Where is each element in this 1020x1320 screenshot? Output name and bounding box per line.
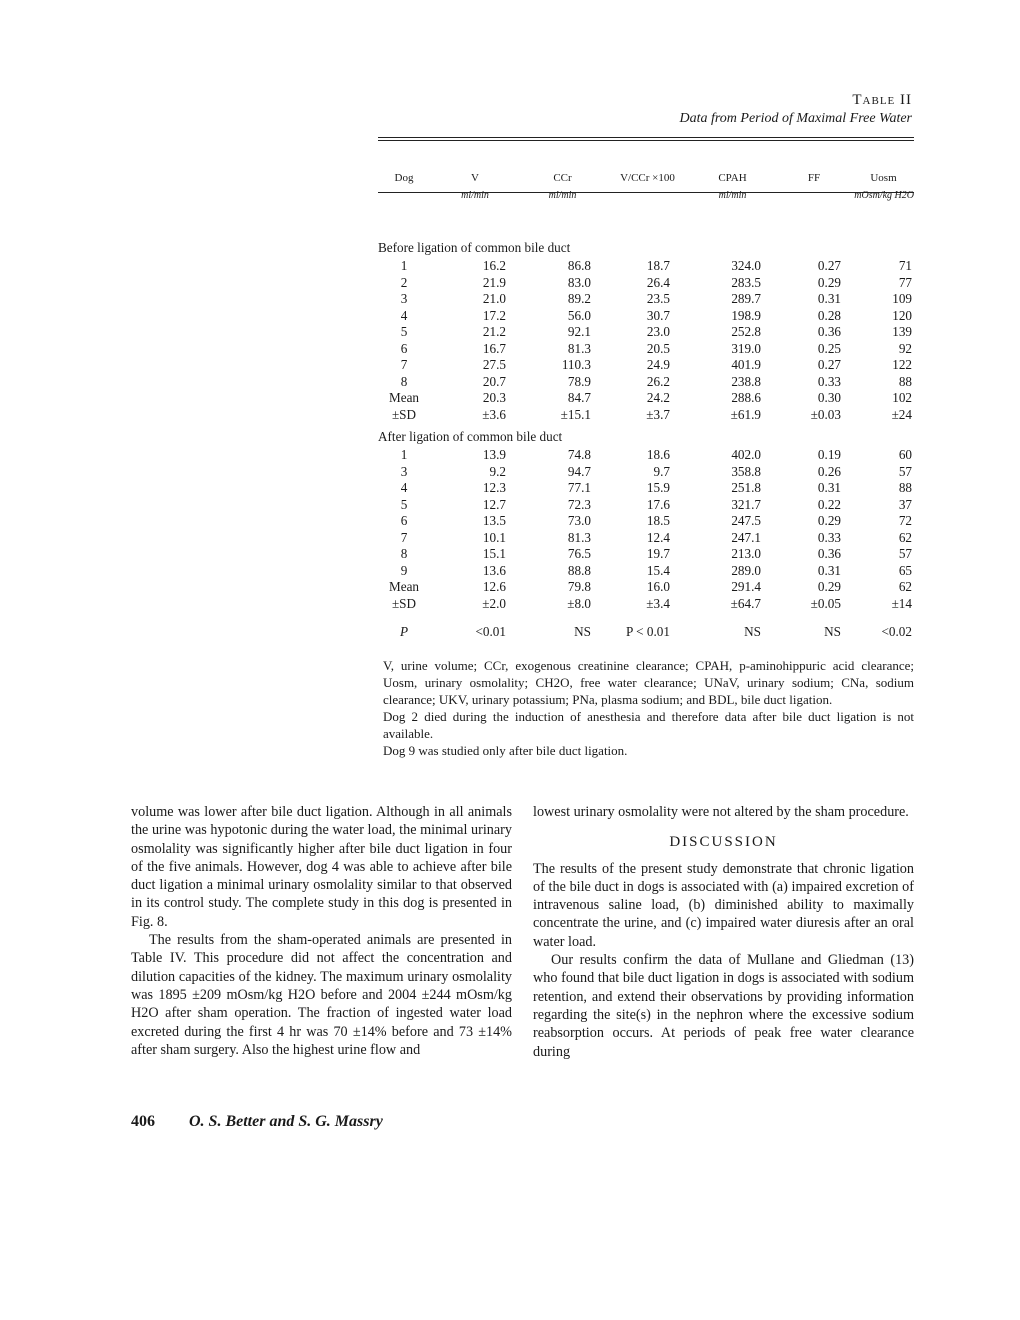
table-cell: 15.9: [646, 480, 670, 495]
table-cell: 6: [400, 513, 408, 528]
table-cell: 12.6: [482, 579, 506, 594]
table-cell: 62: [898, 579, 912, 594]
table-cell: 109: [892, 291, 912, 306]
table-cell: 74.8: [567, 447, 591, 462]
table-cell: ±SD: [391, 595, 417, 611]
table-cell: 0.31: [817, 291, 841, 306]
table-row: [378, 357, 914, 374]
table-cell: 23.0: [646, 324, 670, 339]
table-cell: 5: [400, 496, 408, 512]
running-authors: O. S. Better and S. G. Massry: [189, 1113, 383, 1130]
table-cell: 21.2: [482, 324, 506, 339]
table-row: [378, 407, 914, 424]
table-caption: [679, 92, 912, 127]
table-row: [378, 513, 914, 530]
table-cell: 92.1: [567, 324, 591, 339]
table-cell: 24.2: [646, 390, 670, 405]
table-cell: Dog: [394, 172, 414, 184]
table-cell: 1: [400, 447, 408, 462]
table-cell: 247.1: [731, 529, 761, 545]
table-cell: 0.19: [817, 447, 841, 462]
section-heading: DISCUSSION: [669, 834, 778, 851]
table-cell: 324.0: [731, 258, 761, 273]
table-cell: 71: [898, 258, 912, 273]
table-cell: 5: [400, 324, 408, 339]
discussion-paragraph: The results of the present study demonstrate that chronic ligation of the bile duct in dogs is associated with (a) impaired excretion of intravenous saline load, (b) diminished ability to maximally concentrate the urine, and (c) impaired water diuresis after an oral water load.: [533, 860, 914, 950]
table-cell: P: [399, 624, 409, 639]
table-cell: 402.0: [731, 447, 761, 462]
table-top-rule-2: [378, 140, 914, 141]
table-cell: 79.8: [567, 579, 591, 594]
table-cell: ml/min: [548, 190, 577, 201]
table-cell: 0.27: [817, 357, 841, 372]
table-row: [378, 497, 914, 514]
table-cell: P < 0.01: [626, 624, 670, 639]
right-continuation: lowest urinary osmolality were not altered by the sham procedure.: [533, 804, 909, 820]
p-value-row: [378, 612, 914, 652]
table-cell: [605, 184, 690, 234]
table-cell: 0.36: [817, 324, 841, 339]
table-cell: 0.33: [817, 373, 841, 389]
units-row: [378, 184, 914, 234]
table-cell: 1: [400, 258, 408, 273]
table-cell: 72: [898, 513, 912, 528]
table-cell: 401.9: [731, 357, 761, 372]
table-cell: 23.5: [646, 291, 670, 306]
section-label: After ligation of common bile duct: [378, 428, 563, 444]
table-cell: 291.4: [731, 579, 761, 594]
table-cell: 88.8: [567, 562, 591, 578]
table-cell: Mean: [388, 579, 420, 594]
table-row: [378, 275, 914, 292]
table-cell: 7: [400, 529, 408, 545]
table-cell: ±2.0: [482, 595, 506, 611]
table-row: [378, 341, 914, 358]
table-row: [378, 258, 914, 275]
table-cell: 16.0: [646, 579, 670, 594]
table-cell: 57: [898, 463, 912, 479]
table-cell: <0.02: [881, 624, 912, 639]
table-row: [378, 390, 914, 407]
section-label-row: [378, 423, 914, 447]
table-cell: 8: [400, 546, 408, 561]
table-cell: 18.7: [646, 258, 670, 273]
table-cell: 13.5: [482, 513, 506, 528]
table-cell: ±24: [891, 406, 912, 422]
table-cell: FF: [807, 172, 821, 184]
table-row: [378, 480, 914, 497]
table-cell: 27.5: [482, 357, 506, 372]
table-cell: 9.7: [653, 463, 670, 479]
table-cell: 72.3: [567, 496, 591, 512]
table-number: Table II: [852, 92, 912, 108]
table-cell: 0.30: [817, 390, 841, 405]
data-table: [378, 152, 914, 652]
table-row: [378, 447, 914, 464]
table-cell: 16.7: [482, 340, 506, 356]
table-cell: 358.8: [731, 463, 761, 479]
table-row: [378, 291, 914, 308]
table-cell: 76.5: [567, 546, 591, 561]
table-cell: [378, 184, 430, 234]
table-cell: 13.6: [482, 562, 506, 578]
page-number: 406: [131, 1113, 155, 1130]
table-cell: 26.4: [646, 274, 670, 290]
table-cell: 0.29: [817, 579, 841, 594]
discussion-paragraph: Our results confirm the data of Mullane and Gliedman (13) who found that bile duct ligation in dogs is associated with sodium retention, and extend their observations by providing information regarding the site(s) in the nephron where the excessive sodium reabsorption occurs. At periods of peak free water clearance during: [533, 952, 914, 1060]
table-row: [378, 308, 914, 325]
table-cell: 0.27: [817, 258, 841, 273]
table-cell: 8: [400, 373, 408, 389]
table-cell: 139: [892, 324, 912, 339]
table-cell: 0.25: [817, 340, 841, 356]
table-cell: 65: [898, 562, 912, 578]
header-row: [378, 152, 914, 184]
table-cell: 321.7: [731, 496, 761, 512]
table-cell: 4: [400, 480, 408, 495]
table-cell: 81.3: [567, 529, 591, 545]
footnote-dog-2: Dog 2 died during the induction of anesthesia and therefore data after bile duct ligation is not available.: [383, 709, 914, 741]
table-cell: 30.7: [646, 307, 670, 323]
table-cell: 9: [400, 562, 408, 578]
table-cell: 81.3: [567, 340, 591, 356]
table-cell: 20.3: [482, 390, 506, 405]
table-cell: 94.7: [567, 463, 591, 479]
table-row: [378, 596, 914, 613]
table-cell: 86.8: [567, 258, 591, 273]
table-cell: 57: [898, 546, 912, 561]
table-cell: 4: [400, 307, 408, 323]
table-cell: ±0.05: [810, 595, 841, 611]
table-cell: 84.7: [567, 390, 591, 405]
table-cell: Uosm: [870, 172, 897, 184]
table-cell: 20.5: [646, 340, 670, 356]
left-paragraph: volume was lower after bile duct ligation. Although in all animals the urine was hypotonic during the water load, the minimal urinary osmolality was significantly higher after bile duct ligation in four of the five animals. However, dog 4 was able to achieve after bile duct ligation a minimal urinary osmolality similar to that observed in its control study. The complete study in this dog is presented in Fig. 8.: [131, 804, 512, 930]
table-row: [378, 324, 914, 341]
table-cell: 2: [400, 274, 408, 290]
table-cell: ±14: [891, 595, 912, 611]
table-cell: [775, 184, 853, 234]
table-cell: V: [471, 172, 479, 184]
table-cell: <0.01: [475, 624, 506, 639]
left-column: [131, 803, 512, 1059]
table-title: Data from Period of Maximal Free Water: [679, 111, 912, 126]
table-cell: 78.9: [567, 373, 591, 389]
table-cell: 88: [898, 373, 912, 389]
table-cell: 56.0: [567, 307, 591, 323]
table-cell: 26.2: [646, 373, 670, 389]
table-cell: Mean: [388, 390, 420, 405]
table-cell: NS: [744, 624, 761, 639]
table-cell: 289.0: [731, 562, 761, 578]
table-cell: 122: [892, 357, 912, 372]
section-label: Before ligation of common bile duct: [378, 239, 571, 255]
table-cell: ±0.03: [810, 406, 841, 422]
table-cell: 0.29: [817, 513, 841, 528]
table-cell: ml/min: [718, 190, 747, 201]
table-cell: 24.9: [646, 357, 670, 372]
table-cell: 77.1: [567, 480, 591, 495]
table-cell: 110.3: [561, 357, 591, 372]
table-cell: 0.28: [817, 307, 841, 323]
table-cell: 252.8: [731, 324, 761, 339]
table-cell: 247.5: [731, 513, 761, 528]
table-cell: 16.2: [482, 258, 506, 273]
table-cell: NS: [824, 624, 841, 639]
table-cell: 12.7: [482, 496, 506, 512]
table-row: [378, 546, 914, 563]
table-cell: ±15.1: [560, 406, 591, 422]
table-footnotes: [383, 657, 914, 759]
table-cell: 37: [898, 496, 912, 512]
table-cell: 19.7: [646, 546, 670, 561]
table-cell: 6: [400, 340, 408, 356]
table-cell: V/CCr ×100: [620, 172, 675, 184]
table-cell: NS: [574, 624, 591, 639]
table-cell: 88: [898, 480, 912, 495]
table-cell: 20.7: [482, 373, 506, 389]
table-cell: ±64.7: [730, 595, 761, 611]
table-cell: ±3.6: [482, 406, 506, 422]
table-cell: 288.6: [731, 390, 761, 405]
table-cell: 15.4: [646, 562, 670, 578]
table-cell: 7: [400, 357, 408, 372]
table-cell: 319.0: [731, 340, 761, 356]
table-cell: 92: [898, 340, 912, 356]
table-cell: 0.26: [817, 463, 841, 479]
table-cell: 9.2: [489, 463, 506, 479]
table-cell: 283.5: [731, 274, 761, 290]
table-top-rule: [378, 137, 914, 138]
table-cell: 213.0: [731, 546, 761, 561]
table-cell: 10.1: [482, 529, 506, 545]
table-cell: 120: [892, 307, 912, 323]
table-cell: 102: [892, 390, 912, 405]
table-row: [378, 563, 914, 580]
table-cell: CPAH: [718, 172, 747, 184]
footnote-dog-9: Dog 9 was studied only after bile duct ligation.: [383, 743, 628, 758]
table-cell: 12.3: [482, 480, 506, 495]
table-cell: 0.31: [817, 562, 841, 578]
table-cell: CCr: [553, 172, 572, 184]
left-paragraph: The results from the sham-operated animals are presented in Table IV. This procedure did not affect the concentration and dilution capacities of the kidney. The maximum urinary osmolality was 1895 ±209 mOsm/kg H2O before and 2004 ±244 mOsm/kg H2O after sham operation. The fraction of ingested water load excreted during the first 4 hr was 70 ±14% before and 73 ±14% after sham surgery. Also the highest urine flow and: [131, 932, 512, 1058]
table-cell: 17.2: [482, 307, 506, 323]
table-cell: ±61.9: [730, 406, 761, 422]
table-cell: 21.9: [482, 274, 506, 290]
table-cell: ±8.0: [567, 595, 591, 611]
table-cell: 13.9: [482, 447, 506, 462]
table-cell: 0.22: [817, 496, 841, 512]
table-cell: 198.9: [731, 307, 761, 323]
table-cell: ±3.4: [646, 595, 670, 611]
table-cell: 83.0: [567, 274, 591, 290]
table-cell: 0.33: [817, 529, 841, 545]
page-footer: [131, 1113, 383, 1131]
right-column: [533, 803, 914, 1061]
table-cell: 0.29: [817, 274, 841, 290]
table-cell: 89.2: [567, 291, 591, 306]
table-cell: 12.4: [646, 529, 670, 545]
footnote-abbreviations: V, urine volume; CCr, exogenous creatinine clearance; CPAH, p-aminohippuric acid clearance; Uosm, urinary osmolality; CH2O, free water clearance; UNaV, urinary sodium; CNa, sodium clearance; UKV, urinary potassium; PNa, plasma sodium; and BDL, bile duct ligation.: [383, 658, 914, 707]
table-cell: 21.0: [482, 291, 506, 306]
section-label-row: [378, 234, 914, 258]
table-cell: 3: [400, 291, 408, 306]
table-cell: 0.36: [817, 546, 841, 561]
table-cell: 17.6: [646, 496, 670, 512]
table-row: [378, 579, 914, 596]
table-cell: 62: [898, 529, 912, 545]
table-cell: 60: [898, 447, 912, 462]
table-cell: 3: [400, 463, 408, 479]
table-cell: mOsm/kg H2O: [854, 190, 914, 201]
table-cell: 73.0: [567, 513, 591, 528]
table-row: [378, 530, 914, 547]
table-cell: ±SD: [391, 406, 417, 422]
table-cell: ±3.7: [646, 406, 670, 422]
table-cell: 251.8: [731, 480, 761, 495]
table-cell: 15.1: [482, 546, 506, 561]
table-cell: 289.7: [731, 291, 761, 306]
table-cell: 18.6: [646, 447, 670, 462]
table-cell: ml/min: [461, 190, 489, 201]
table-cell: 238.8: [731, 373, 761, 389]
table-cell: 18.5: [646, 513, 670, 528]
table-row: [378, 374, 914, 391]
table-cell: 0.31: [817, 480, 841, 495]
table-cell: 77: [898, 274, 912, 290]
table-row: [378, 464, 914, 481]
